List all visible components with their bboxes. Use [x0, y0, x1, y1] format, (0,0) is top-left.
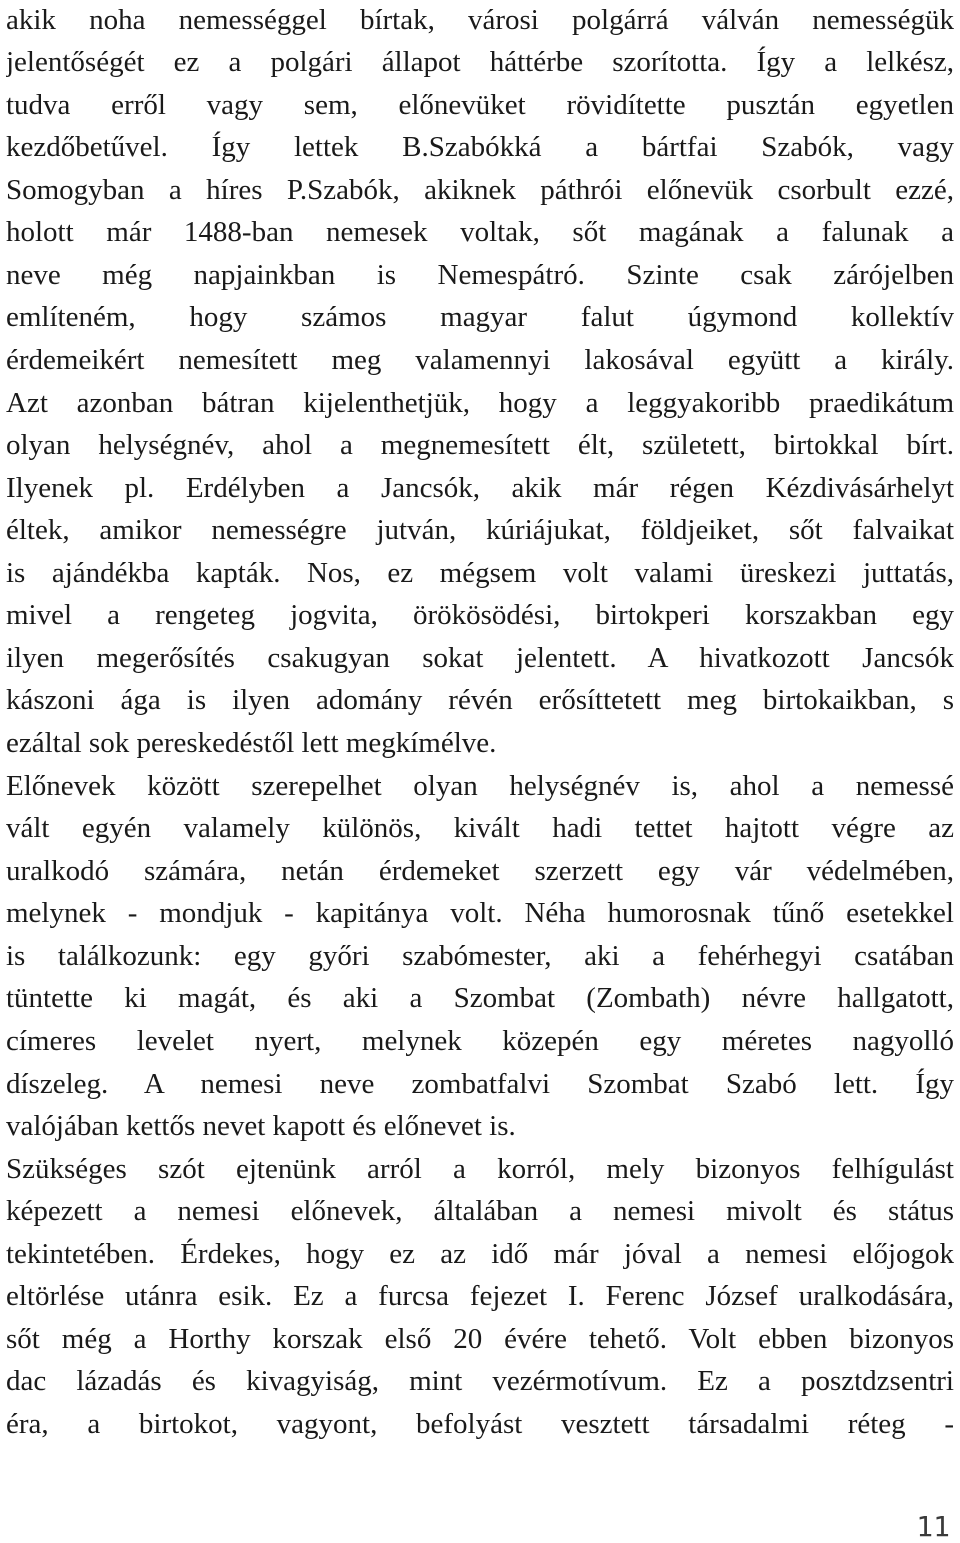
text-line: jelentőségét ez a polgári állapot háttérbe szorította. Így a lelkész,	[6, 46, 954, 78]
text-line: díszeleg. A nemesi neve zombatfalvi Szombat Szabó lett. Így	[6, 1068, 954, 1100]
text-line: vált egyén valamely különös, kivált hadi tettet hajtott végre az	[6, 812, 954, 844]
text-line: mivel a rengeteg jogvita, örökösödési, birtokperi korszakban egy	[6, 599, 954, 631]
text-line: eltörlése utánra esik. Ez a furcsa fejezet I. Ferenc József uralkodására,	[6, 1280, 954, 1312]
text-line: is találkozunk: egy győri szabómester, aki a fehérhegyi csatában	[6, 940, 954, 972]
text-line: éltek, amikor nemességre jutván, kúriájukat, földjeiket, sőt falvaikat	[6, 514, 954, 546]
text-line: éra, a birtokot, vagyont, befolyást vesztett társadalmi réteg -	[6, 1408, 954, 1440]
text-line: valójában kettős nevet kapott és előnevet is.	[6, 1110, 516, 1142]
text-line: Szükséges szót ejtenünk arról a korról, mely bizonyos felhígulást	[6, 1153, 954, 1185]
text-line: Somogyban a híres P.Szabók, akiknek páthrói előnevük csorbult ezzé,	[6, 174, 954, 206]
text-line: tüntette ki magát, és aki a Szombat (Zombath) névre hallgatott,	[6, 982, 954, 1014]
text-line: sőt még a Horthy korszak első 20 évére tehető. Volt ebben bizonyos	[6, 1323, 954, 1355]
text-line: dac lázadás és kivagyiság, mint vezérmotívum. Ez a posztdzsentri	[6, 1365, 954, 1397]
text-line: képezett a nemesi előnevek, általában a nemesi mivolt és státus	[6, 1195, 954, 1227]
text-line: olyan helységnév, ahol a megnemesített élt, született, birtokkal bírt.	[6, 429, 954, 461]
text-line: tudva erről vagy sem, előnevüket rövidítette pusztán egyetlen	[6, 89, 954, 121]
text-line: kezdőbetűvel. Így lettek B.Szabókká a bártfai Szabók, vagy	[6, 131, 954, 163]
text-line: érdemeikért nemesített meg valamennyi lakosával együtt a király.	[6, 344, 954, 376]
text-line: Ilyenek pl. Erdélyben a Jancsók, akik már régen Kézdivásárhelyt	[6, 472, 954, 504]
text-line: holott már 1488-ban nemesek voltak, sőt magának a falunak a	[6, 216, 954, 248]
text-line: Azt azonban bátran kijelenthetjük, hogy a leggyakoribb praedikátum	[6, 387, 954, 419]
text-line: tekintetében. Érdekes, hogy ez az idő már jóval a nemesi előjogok	[6, 1238, 954, 1270]
text-line: neve még napjainkban is Nemespátró. Szinte csak zárójelben	[6, 259, 954, 291]
text-line: Előnevek között szerepelhet olyan helységnév is, ahol a nemessé	[6, 770, 954, 802]
text-line: címeres levelet nyert, melynek közepén egy méretes nagyolló	[6, 1025, 954, 1057]
page-number: 11	[916, 1510, 950, 1543]
text-line: kászoni ága is ilyen adomány révén erősíttetett meg birtokaikban, s	[6, 684, 954, 716]
document-page	[6, 0, 956, 1543]
text-line: akik noha nemességgel bírtak, városi polgárrá válván nemességük	[6, 4, 954, 36]
text-line: is ajándékba kapták. Nos, ez mégsem volt valami üreskezi juttatás,	[6, 557, 954, 589]
text-line: említeném, hogy számos magyar falut úgymond kollektív	[6, 301, 954, 333]
text-line: uralkodó számára, netán érdemeket szerzett egy vár védelmében,	[6, 855, 954, 887]
text-line: melynek - mondjuk - kapitánya volt. Néha humorosnak tűnő esetekkel	[6, 897, 954, 929]
text-line: ezáltal sok pereskedéstől lett megkímélve.	[6, 727, 497, 759]
text-line: ilyen megerősítés csakugyan sokat jelentett. A hivatkozott Jancsók	[6, 642, 954, 674]
